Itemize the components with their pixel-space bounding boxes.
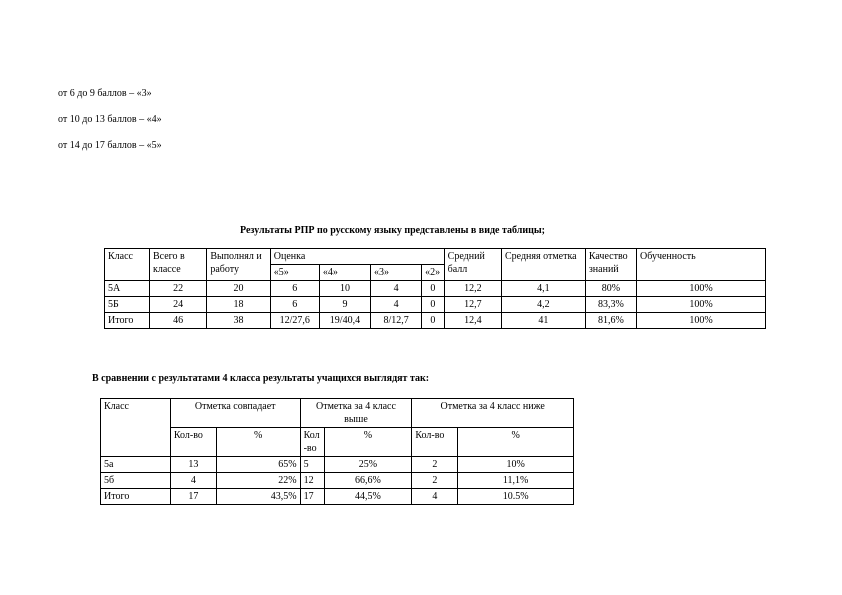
header-g5: «5» <box>270 265 319 281</box>
header-lower-pct: % <box>458 428 574 457</box>
cell-klass: 5б <box>101 473 171 489</box>
cell-g2: 0 <box>422 313 445 329</box>
comparison-table <box>100 398 574 505</box>
cell-klass: Итого <box>105 313 150 329</box>
cell-g5: 6 <box>270 281 319 297</box>
header-avg-score: Средний балл <box>444 249 501 281</box>
cell-klass: Итого <box>101 489 171 505</box>
header-klass: Класс <box>105 249 150 281</box>
table-row <box>101 489 574 505</box>
grade-line-5: от 14 до 17 баллов – «5» <box>58 140 162 151</box>
cell-higher-pct: 66,6% <box>324 473 412 489</box>
table-row <box>105 297 766 313</box>
cell-g4: 10 <box>319 281 370 297</box>
cell-quality: 81,6% <box>585 313 636 329</box>
cell-klass: 5Б <box>105 297 150 313</box>
header-g4: «4» <box>319 265 370 281</box>
cell-klass: 5а <box>101 457 171 473</box>
cell-lower-count: 2 <box>412 473 458 489</box>
cell-did: 20 <box>207 281 270 297</box>
grade-line-3: от 6 до 9 баллов – «3» <box>58 88 152 99</box>
header-lower: Отметка за 4 класс ниже <box>412 399 574 428</box>
cell-same-pct: 43,5% <box>216 489 300 505</box>
cell-same-pct: 65% <box>216 457 300 473</box>
cell-g3: 4 <box>371 281 422 297</box>
cell-did: 18 <box>207 297 270 313</box>
cell-same-count: 13 <box>170 457 216 473</box>
table-row <box>101 473 574 489</box>
header-g2: «2» <box>422 265 445 281</box>
header-higher-count: Кол-во <box>300 428 324 457</box>
cell-lower-count: 2 <box>412 457 458 473</box>
comparison-header-row-1 <box>101 399 574 428</box>
cell-g2: 0 <box>422 297 445 313</box>
header-same-pct: % <box>216 428 300 457</box>
cell-g5: 12/27,6 <box>270 313 319 329</box>
cell-total: 22 <box>150 281 207 297</box>
header-g3: «3» <box>371 265 422 281</box>
cell-quality: 80% <box>585 281 636 297</box>
cell-same-count: 17 <box>170 489 216 505</box>
header-quality: Качество знаний <box>585 249 636 281</box>
cell-lower-count: 4 <box>412 489 458 505</box>
cell-g3: 4 <box>371 297 422 313</box>
cell-higher-count: 12 <box>300 473 324 489</box>
header-did: Выполнял и работу <box>207 249 270 281</box>
header-avg-mark: Средняя отметка <box>501 249 585 281</box>
header-same: Отметка совпадает <box>170 399 300 428</box>
header-same-count: Кол-во <box>170 428 216 457</box>
grade-line-4: от 10 до 13 баллов – «4» <box>58 114 162 125</box>
cell-g5: 6 <box>270 297 319 313</box>
table-row <box>105 313 766 329</box>
results-table <box>104 248 766 329</box>
header-lower-count: Кол-во <box>412 428 458 457</box>
cell-total: 24 <box>150 297 207 313</box>
cell-learning: 100% <box>637 313 766 329</box>
cell-higher-count: 17 <box>300 489 324 505</box>
cell-quality: 83,3% <box>585 297 636 313</box>
cell-avg-score: 12,4 <box>444 313 501 329</box>
cell-learning: 100% <box>637 281 766 297</box>
cell-higher-pct: 25% <box>324 457 412 473</box>
cell-same-pct: 22% <box>216 473 300 489</box>
cell-total: 46 <box>150 313 207 329</box>
cell-g4: 9 <box>319 297 370 313</box>
cell-avg-mark: 4,1 <box>501 281 585 297</box>
header-total: Всего в классе <box>150 249 207 281</box>
table2-title: В сравнении с результатами 4 класса результаты учащихся выглядят так: <box>92 373 430 384</box>
cell-lower-pct: 10% <box>458 457 574 473</box>
cell-g3: 8/12,7 <box>371 313 422 329</box>
cell-lower-pct: 11,1% <box>458 473 574 489</box>
cell-g2: 0 <box>422 281 445 297</box>
header-learning: Обученность <box>637 249 766 281</box>
table1-title: Результаты РПР по русскому языку представлены в виде таблицы; <box>240 225 546 236</box>
cell-avg-score: 12,7 <box>444 297 501 313</box>
table-row <box>105 281 766 297</box>
cell-learning: 100% <box>637 297 766 313</box>
cell-avg-mark: 4,2 <box>501 297 585 313</box>
cell-did: 38 <box>207 313 270 329</box>
cell-avg-mark: 41 <box>501 313 585 329</box>
results-header-row-1 <box>105 249 766 265</box>
comparison-header-row-2 <box>101 428 574 457</box>
table-row <box>101 457 574 473</box>
cell-avg-score: 12,2 <box>444 281 501 297</box>
header-higher: Отметка за 4 класс выше <box>300 399 412 428</box>
cell-klass: 5А <box>105 281 150 297</box>
cell-higher-pct: 44,5% <box>324 489 412 505</box>
header-grades: Оценка <box>270 249 444 265</box>
cell-same-count: 4 <box>170 473 216 489</box>
cell-higher-count: 5 <box>300 457 324 473</box>
header-higher-pct: % <box>324 428 412 457</box>
header-klass: Класс <box>101 399 171 457</box>
cell-lower-pct: 10.5% <box>458 489 574 505</box>
cell-g4: 19/40,4 <box>319 313 370 329</box>
